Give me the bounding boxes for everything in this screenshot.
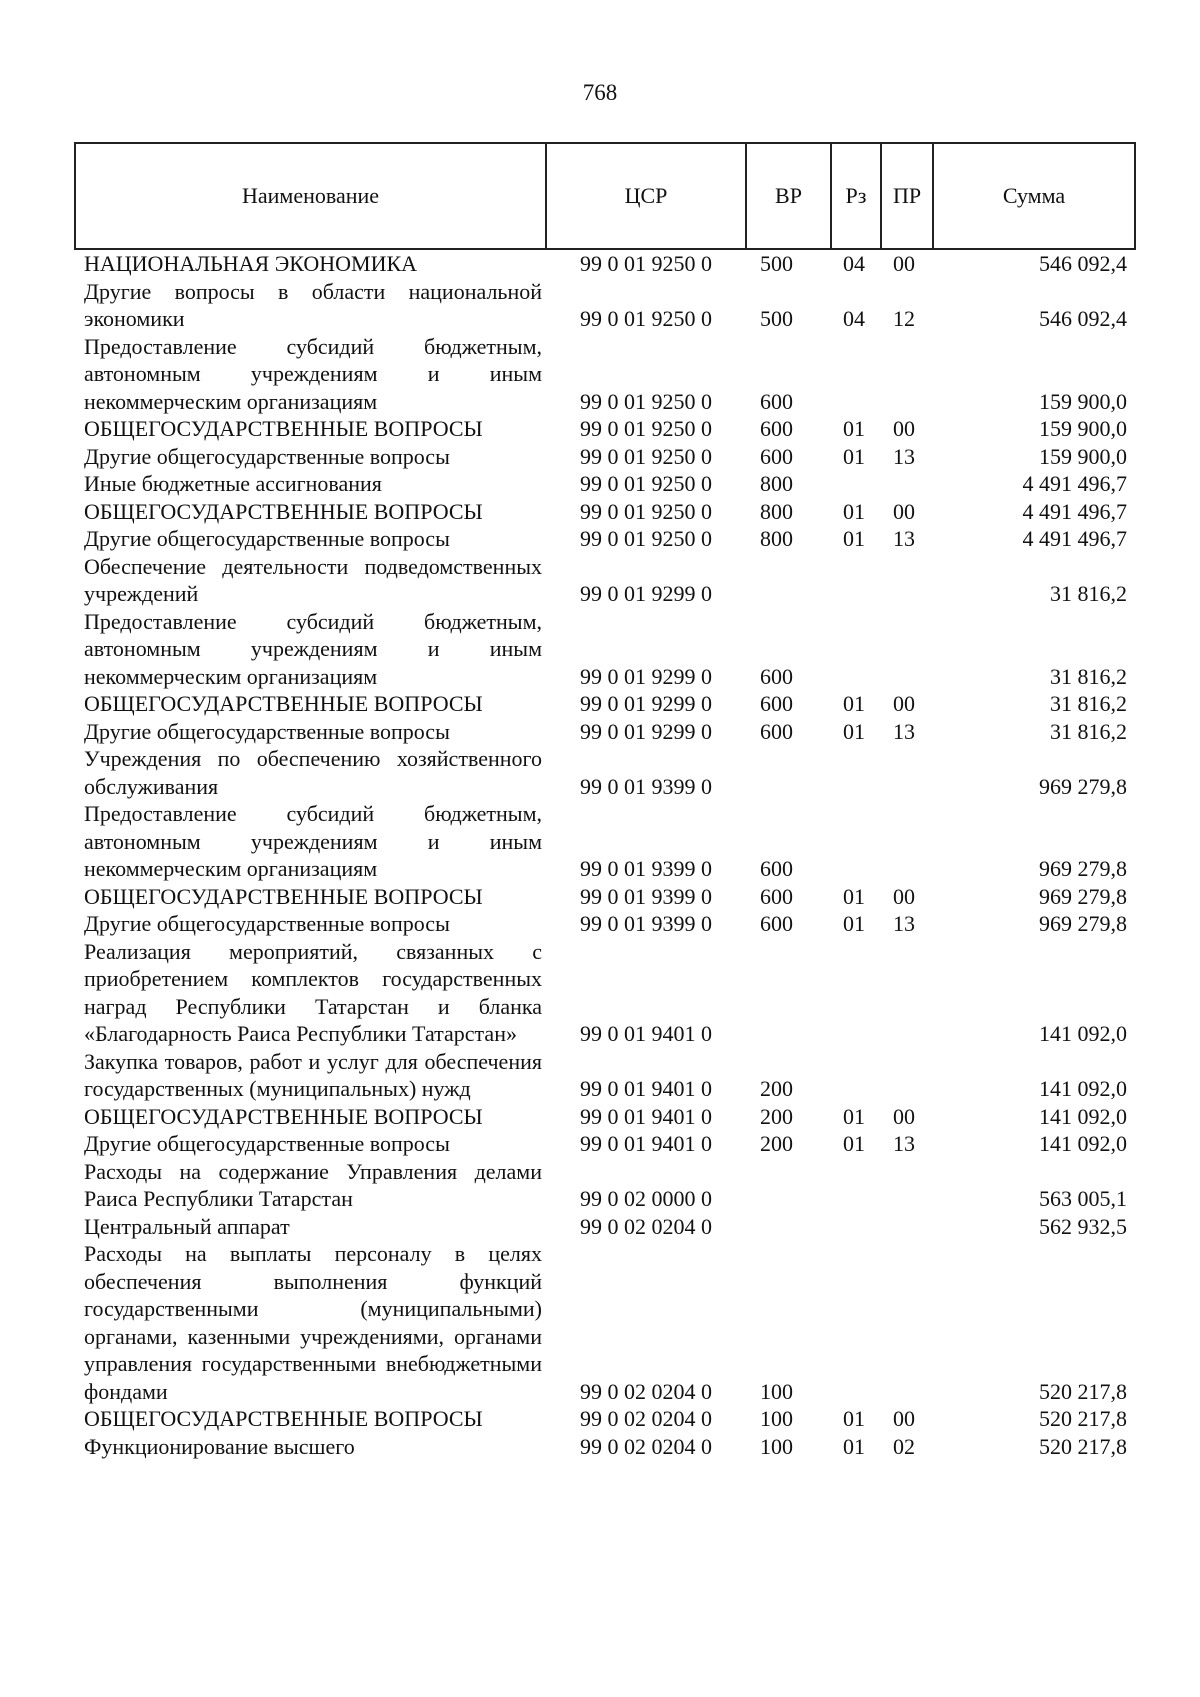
cell-vr: 600	[760, 388, 793, 414]
cell-sum: 520 217,8	[1039, 1406, 1127, 1431]
cell-vr: 600	[760, 691, 793, 716]
cell-vr	[746, 745, 831, 800]
cell-name: Другие общегосударственные вопросы	[84, 526, 450, 551]
cell-pr	[881, 1213, 933, 1241]
cell-pr: 00	[893, 691, 915, 716]
cell-name: ОБЩЕГОСУДАРСТВЕННЫЕ ВОПРОСЫ	[84, 691, 483, 716]
cell-rz: 01	[843, 911, 865, 936]
cell-rz: 04	[843, 251, 865, 276]
table-row	[75, 553, 1135, 608]
table-row	[75, 883, 1135, 911]
cell-vr: 600	[760, 416, 793, 441]
cell-csr: 99 0 01 9299 0	[580, 691, 712, 716]
cell-vr	[746, 938, 831, 1048]
cell-name: ОБЩЕГОСУДАРСТВЕННЫЕ ВОПРОСЫ	[84, 416, 483, 441]
cell-rz: 04	[843, 306, 865, 331]
table-row	[75, 470, 1135, 498]
cell-sum: 4 491 496,7	[1022, 471, 1127, 496]
table-header	[75, 143, 1135, 249]
cell-sum: 159 900,0	[1039, 388, 1127, 414]
cell-csr: 99 0 01 9401 0	[580, 1131, 712, 1156]
cell-name: Закупка товаров, работ и услуг для обеспечения государственных (муниципальных) нужд	[84, 1048, 542, 1101]
cell-vr: 800	[760, 471, 793, 496]
cell-pr: 13	[893, 526, 915, 551]
cell-sum: 4 491 496,7	[1022, 526, 1127, 551]
cell-vr: 600	[760, 883, 793, 909]
cell-sum: 31 816,2	[1050, 581, 1127, 606]
cell-sum: 546 092,4	[1039, 306, 1127, 331]
table-body	[75, 249, 1135, 1460]
cell-csr: 99 0 01 9250 0	[580, 526, 712, 551]
cell-sum: 141 092,0	[1039, 1021, 1127, 1046]
table-row	[75, 443, 1135, 471]
cell-pr	[881, 1048, 933, 1103]
cell-csr: 99 0 01 9250 0	[580, 498, 712, 524]
cell-pr: 00	[893, 1406, 915, 1431]
cell-rz	[831, 1158, 881, 1213]
cell-name: Другие общегосударственные вопросы	[84, 1131, 450, 1156]
cell-csr: 99 0 01 9399 0	[580, 883, 712, 909]
cell-sum: 546 092,4	[1039, 251, 1127, 276]
cell-vr: 200	[760, 1131, 793, 1156]
cell-pr: 13	[893, 911, 915, 936]
cell-name: Расходы на содержание Управления делами Раиса Республики Татарстан	[84, 1158, 542, 1211]
cell-name: Расходы на выплаты персоналу в целях обеспечения выполнения функций государственными (муниципальными) органами, казенными учреждениями, органами управления государственными внебюджетными фондами	[84, 1241, 542, 1404]
cell-pr: 13	[893, 443, 915, 469]
cell-name: ОБЩЕГОСУДАРСТВЕННЫЕ ВОПРОСЫ	[84, 1103, 483, 1129]
table-row	[75, 608, 1135, 691]
cell-rz: 01	[843, 416, 865, 441]
cell-pr: 12	[893, 306, 915, 331]
cell-name: Предоставление субсидий бюджетным, автономным учреждениям и иным некоммерческим организациям	[84, 801, 542, 881]
cell-pr: 00	[893, 498, 915, 524]
cell-sum: 31 816,2	[1050, 691, 1127, 716]
cell-csr: 99 0 01 9250 0	[580, 306, 712, 331]
cell-vr: 100	[760, 1406, 793, 1431]
cell-vr: 200	[760, 1076, 793, 1101]
cell-pr	[881, 1158, 933, 1213]
cell-pr: 00	[893, 416, 915, 441]
cell-sum: 31 816,2	[1050, 663, 1127, 689]
table-row	[75, 745, 1135, 800]
cell-pr	[881, 745, 933, 800]
cell-csr: 99 0 01 9250 0	[580, 388, 712, 414]
cell-name: Обеспечение деятельности подведомственных учреждений	[84, 553, 542, 606]
cell-pr: 13	[893, 1131, 915, 1156]
cell-name: Реализация мероприятий, связанных с приобретением комплектов государственных наград Республики Татарстан и бланка «Благодарность Раиса Республики Татарстан»	[84, 938, 542, 1046]
budget-table-container	[74, 142, 1134, 1460]
header-sum: Сумма	[933, 143, 1135, 249]
cell-rz	[831, 553, 881, 608]
cell-vr: 500	[760, 251, 793, 276]
cell-pr: 00	[893, 1103, 915, 1129]
table-row	[75, 278, 1135, 333]
cell-csr: 99 0 02 0204 0	[580, 1378, 712, 1404]
cell-vr: 800	[760, 498, 793, 524]
cell-vr: 600	[760, 911, 793, 936]
cell-sum: 141 092,0	[1039, 1076, 1127, 1101]
cell-rz	[831, 1048, 881, 1103]
cell-name: ОБЩЕГОСУДАРСТВЕННЫЕ ВОПРОСЫ	[84, 498, 483, 524]
cell-rz	[831, 745, 881, 800]
cell-vr: 600	[760, 856, 793, 881]
cell-pr	[881, 1240, 933, 1405]
table-row	[75, 1048, 1135, 1103]
cell-sum: 563 005,1	[1039, 1186, 1127, 1211]
header-pr: ПР	[881, 143, 933, 249]
cell-csr: 99 0 02 0204 0	[580, 1433, 712, 1459]
cell-csr: 99 0 01 9401 0	[580, 1021, 712, 1046]
table-row	[75, 333, 1135, 416]
header-rz: Рз	[831, 143, 881, 249]
table-row	[75, 415, 1135, 443]
cell-sum: 562 932,5	[1039, 1213, 1127, 1239]
table-row	[75, 910, 1135, 938]
cell-csr: 99 0 01 9299 0	[580, 663, 712, 689]
cell-pr	[881, 470, 933, 498]
cell-csr: 99 0 02 0204 0	[580, 1406, 712, 1431]
cell-pr: 02	[893, 1433, 915, 1459]
cell-name: ОБЩЕГОСУДАРСТВЕННЫЕ ВОПРОСЫ	[84, 883, 483, 909]
cell-vr: 600	[760, 663, 793, 689]
table-row	[75, 690, 1135, 718]
cell-sum: 31 816,2	[1050, 718, 1127, 744]
cell-name: Учреждения по обеспечению хозяйственного обслуживания	[84, 746, 542, 799]
cell-rz	[831, 470, 881, 498]
cell-rz	[831, 938, 881, 1048]
cell-sum: 969 279,8	[1039, 856, 1127, 881]
cell-rz: 01	[843, 718, 865, 744]
page-number: 768	[582, 80, 618, 105]
cell-vr: 100	[760, 1433, 793, 1459]
cell-rz: 01	[843, 1103, 865, 1129]
table-row	[75, 498, 1135, 526]
cell-name: НАЦИОНАЛЬНАЯ ЭКОНОМИКА	[84, 251, 418, 276]
cell-name: Другие общегосударственные вопросы	[84, 718, 450, 744]
header-name: Наименование	[75, 143, 546, 249]
cell-pr	[881, 938, 933, 1048]
cell-rz: 01	[843, 1433, 865, 1459]
cell-vr: 600	[760, 718, 793, 744]
cell-name: Другие вопросы в области национальной экономики	[84, 278, 542, 331]
cell-csr: 99 0 01 9299 0	[580, 581, 712, 606]
cell-pr: 00	[893, 251, 915, 276]
cell-rz: 01	[843, 526, 865, 551]
cell-sum: 141 092,0	[1039, 1103, 1127, 1129]
table-row	[75, 718, 1135, 746]
cell-pr	[881, 608, 933, 691]
cell-vr: 100	[760, 1378, 793, 1404]
cell-rz: 01	[843, 443, 865, 469]
table-row	[75, 938, 1135, 1048]
cell-rz	[831, 333, 881, 416]
cell-name: Другие общегосударственные вопросы	[84, 443, 450, 469]
cell-csr: 99 0 01 9399 0	[580, 773, 712, 799]
cell-pr: 00	[893, 883, 915, 909]
table-row	[75, 1433, 1135, 1461]
cell-csr: 99 0 01 9250 0	[580, 443, 712, 469]
cell-name: ОБЩЕГОСУДАРСТВЕННЫЕ ВОПРОСЫ	[84, 1406, 483, 1431]
cell-csr: 99 0 02 0204 0	[580, 1213, 712, 1239]
cell-sum: 159 900,0	[1039, 443, 1127, 469]
cell-csr: 99 0 01 9250 0	[580, 471, 712, 496]
cell-pr	[881, 800, 933, 883]
cell-csr: 99 0 01 9401 0	[580, 1103, 712, 1129]
cell-name: Иные бюджетные ассигнования	[84, 471, 382, 496]
cell-pr: 13	[893, 718, 915, 744]
header-csr: ЦСР	[546, 143, 746, 249]
cell-sum: 969 279,8	[1039, 883, 1127, 909]
cell-csr: 99 0 01 9401 0	[580, 1076, 712, 1101]
cell-vr: 600	[760, 443, 793, 469]
cell-name: Центральный аппарат	[84, 1213, 290, 1239]
cell-csr: 99 0 01 9299 0	[580, 718, 712, 744]
cell-sum: 4 491 496,7	[1022, 498, 1127, 524]
cell-csr: 99 0 01 9399 0	[580, 856, 712, 881]
cell-csr: 99 0 01 9250 0	[580, 416, 712, 441]
cell-rz	[831, 1213, 881, 1241]
table-row	[75, 1103, 1135, 1131]
cell-pr	[881, 333, 933, 416]
cell-vr: 200	[760, 1103, 793, 1129]
cell-rz	[831, 608, 881, 691]
cell-csr: 99 0 01 9399 0	[580, 911, 712, 936]
table-row	[75, 1213, 1135, 1241]
cell-vr: 500	[760, 306, 793, 331]
cell-sum: 520 217,8	[1039, 1378, 1127, 1404]
table-row	[75, 249, 1135, 278]
cell-vr: 800	[760, 526, 793, 551]
header-row	[75, 143, 1135, 249]
cell-name: Функционирование высшего	[84, 1433, 355, 1459]
cell-rz	[831, 1240, 881, 1405]
table-row	[75, 1158, 1135, 1213]
header-vr: ВР	[746, 143, 831, 249]
cell-sum: 159 900,0	[1039, 416, 1127, 441]
cell-rz: 01	[843, 1131, 865, 1156]
cell-sum: 141 092,0	[1039, 1131, 1127, 1156]
cell-rz: 01	[843, 691, 865, 716]
cell-vr	[746, 553, 831, 608]
table-row	[75, 1130, 1135, 1158]
cell-sum: 969 279,8	[1039, 911, 1127, 936]
cell-sum: 969 279,8	[1039, 773, 1127, 799]
cell-rz: 01	[843, 883, 865, 909]
cell-rz	[831, 800, 881, 883]
cell-sum: 520 217,8	[1039, 1433, 1127, 1459]
cell-name: Предоставление субсидий бюджетным, автономным учреждениям и иным некоммерческим организациям	[84, 608, 542, 689]
table-row	[75, 1240, 1135, 1405]
table-row	[75, 800, 1135, 883]
budget-table	[74, 142, 1136, 1460]
cell-rz: 01	[843, 1406, 865, 1431]
cell-csr: 99 0 02 0000 0	[580, 1186, 712, 1211]
cell-vr	[746, 1158, 831, 1213]
table-row	[75, 525, 1135, 553]
cell-name: Другие общегосударственные вопросы	[84, 911, 450, 936]
cell-rz: 01	[843, 498, 865, 524]
table-row	[75, 1405, 1135, 1433]
cell-csr: 99 0 01 9250 0	[580, 251, 712, 276]
cell-vr	[746, 1213, 831, 1241]
cell-name: Предоставление субсидий бюджетным, автономным учреждениям и иным некоммерческим организациям	[84, 333, 542, 414]
cell-pr	[881, 553, 933, 608]
